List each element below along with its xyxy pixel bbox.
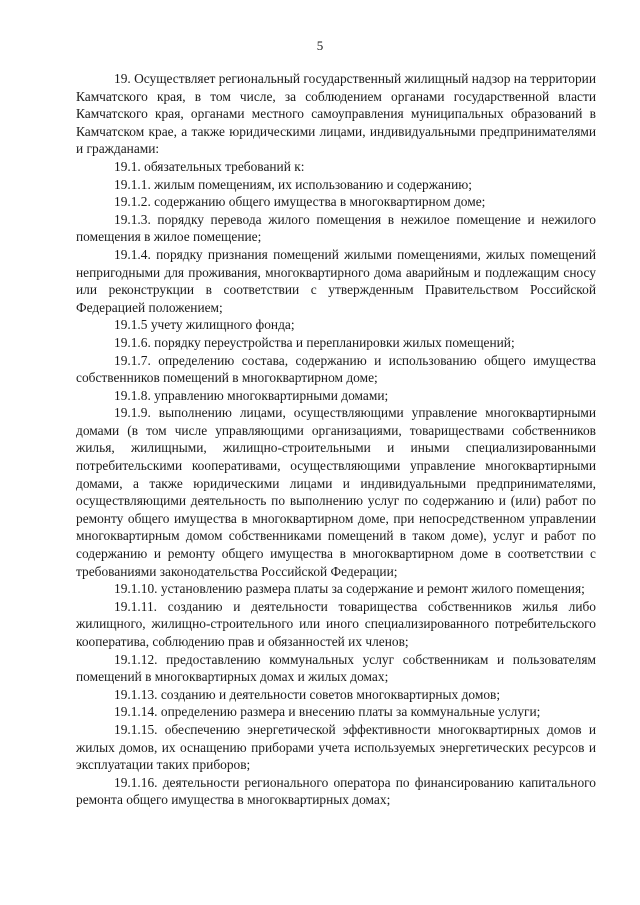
document-body: [76, 70, 596, 809]
paragraph-19-1-16: 19.1.16. деятельности регионального оператора по финансированию капитального ремонта общего имущества в многоквартирных домах;: [76, 774, 596, 808]
paragraph-19-1-9: 19.1.9. выполнению лицами, осуществляющими управление многоквартирными домами (в том числе управляющими организациями, товариществами собственников жилья, жилищными, жилищно-строительными и иными специализированными потребительскими кооперативами, осуществляющими управление многоквартирными домами, а также юридическими лицами и индивидуальными предпринимателями, осуществляющими деятельность по выполнению услуг по содержанию и (или) работ по ремонту общего имущества в многоквартирном доме, при непосредственном управлении многоквартирным домом собственниками помещений в таком доме), услуг и работ по содержанию и ремонту общего имущества в многоквартирном доме в соответствии с требованиями законодательства Российской Федерации;: [76, 405, 596, 579]
paragraph-19-1-6: 19.1.6. порядку переустройства и перепланировки жилых помещений;: [114, 334, 515, 350]
paragraph-19-1-3: 19.1.3. порядку перевода жилого помещения в нежилое помещение и нежилого помещения в жилое помещение;: [76, 211, 596, 245]
paragraph-19-1-2: 19.1.2. содержанию общего имущества в многоквартирном доме;: [114, 194, 486, 210]
paragraph-19: 19. Осуществляет региональный государственный жилищный надзор на территории Камчатского края, в том числе, за соблюдением органами государственной власти Камчатского края, органами местного самоуправления муниципальных образований в Камчатском крае, а также юридическими лицами, индивидуальными предпринимателями и гражданами:: [76, 71, 596, 157]
paragraph-19-1-8: 19.1.8. управлению многоквартирными домами;: [114, 387, 389, 403]
paragraph-19-1-12: 19.1.12. предоставлению коммунальных услуг собственникам и пользователям помещений в многоквартирных домах и жилых домах;: [76, 651, 596, 685]
paragraph-19-1-15: 19.1.15. обеспечению энергетической эффективности многоквартирных домов и жилых домов, их оснащению приборами учета используемых энергетических ресурсов и эксплуатации таких приборов;: [76, 721, 596, 773]
paragraph-19-1-14: 19.1.14. определению размера и внесению платы за коммунальные услуги;: [114, 704, 541, 720]
paragraph-19-1-7: 19.1.7. определению состава, содержанию и использованию общего имущества собственников помещений в многоквартирном доме;: [76, 352, 596, 386]
page-number: 5: [316, 38, 324, 53]
paragraph-19-1-1: 19.1.1. жилым помещениям, их использованию и содержанию;: [114, 176, 472, 192]
paragraph-19-1-13: 19.1.13. созданию и деятельности советов многоквартирных домов;: [114, 686, 501, 702]
paragraph-19-1-10: 19.1.10. установлению размера платы за содержание и ремонт жилого помещения;: [114, 581, 585, 597]
paragraph-19-1-5: 19.1.5 учету жилищного фонда;: [114, 317, 295, 333]
paragraph-19-1-4: 19.1.4. порядку признания помещений жилыми помещениями, жилых помещений непригодными для проживания, многоквартирного дома аварийным и подлежащим сносу или реконструкции в соответствии с утвержденным Правительством Российской Федерацией положением;: [76, 246, 596, 315]
paragraph-19-1-11: 19.1.11. созданию и деятельности товарищества собственников жилья либо жилищного, жилищно-строительного или иного специализированного потребительского кооператива, соблюдению прав и обязанностей их членов;: [76, 598, 596, 649]
paragraph-19-1: 19.1. обязательных требований к:: [114, 158, 305, 174]
